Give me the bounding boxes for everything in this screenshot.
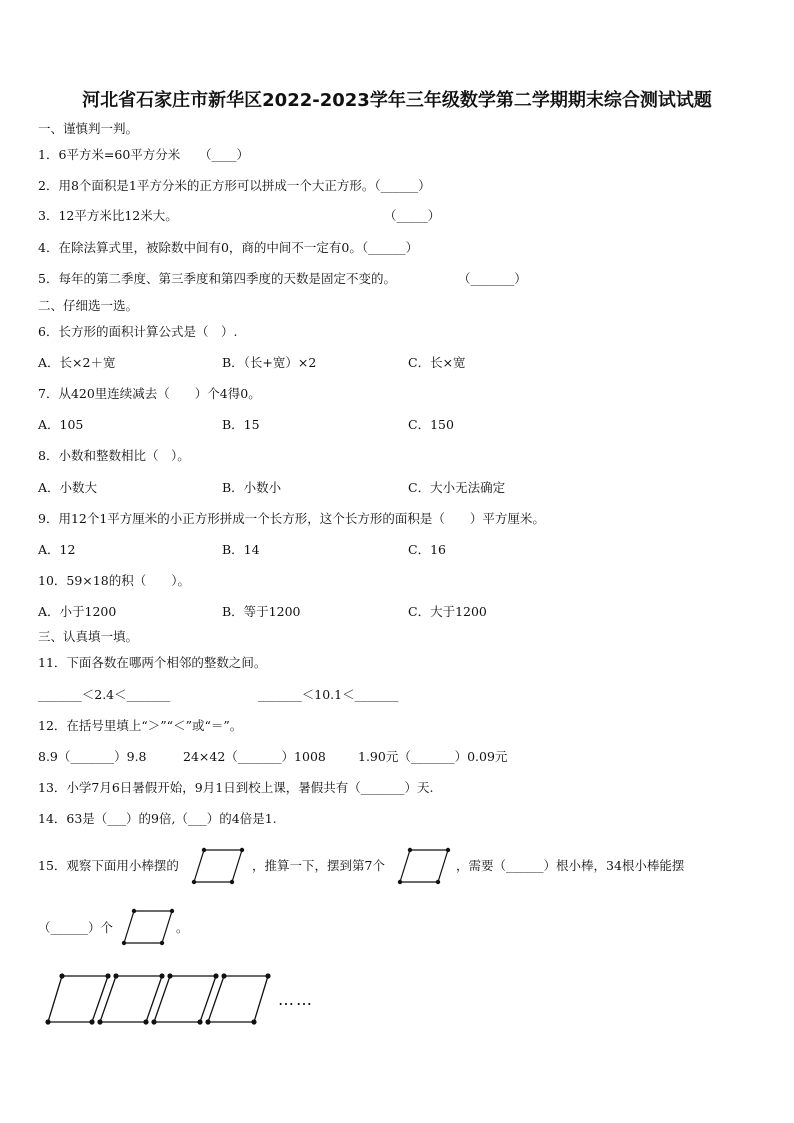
parallelogram-icon — [120, 907, 176, 947]
question-12: 12．在括号里填上“＞”“＜”或“＝”。 — [38, 718, 243, 733]
question-8-option-a: A．小数大 — [38, 480, 98, 495]
question-3: 3．12平方米比12米大。 — [38, 208, 178, 223]
question-7-option-c: C．150 — [408, 417, 454, 432]
question-5: 5．每年的第二季度、第三季度和第四季度的天数是固定不变的。 — [38, 271, 396, 286]
question-15-text-2: ，推算一下，摆到第7个 — [252, 858, 385, 873]
continuation-dots: …… — [278, 990, 314, 1009]
question-2: 2．用8个面积是1平方分米的正方形可以拼成一个大正方形。（______） — [38, 178, 431, 193]
page-title: 河北省石家庄市新华区2022-2023学年三年级数学第二学期期末综合测试试题 — [82, 90, 712, 111]
question-12-part-a: 8.9（_______）9.8 — [38, 749, 147, 764]
question-15-text-3: ，需要（______）根小棒，34根小棒能摆 — [456, 858, 685, 873]
question-15-text-1: 15．观察下面用小棒摆的 — [38, 858, 179, 873]
question-6: 6．长方形的面积计算公式是（ ）. — [38, 324, 238, 339]
question-10-option-c: C．大于1200 — [408, 604, 487, 619]
question-11: 11．下面各数在哪两个相邻的整数之间。 — [38, 655, 267, 670]
parallelogram-icon — [396, 846, 452, 886]
question-11-part-a: _______＜2.4＜_______ — [38, 687, 171, 702]
question-7-option-b: B．15 — [222, 417, 260, 432]
question-9-option-b: B．14 — [222, 542, 260, 557]
question-3-blank: （_____） — [384, 208, 441, 223]
question-14: 14．63是（___）的9倍,（___）的4倍是1. — [38, 811, 277, 826]
question-12-part-b: 24×42（_______）1008 — [183, 749, 326, 764]
question-15-text-5: 。 — [176, 920, 189, 935]
section-1-heading: 一、谨慎判一判。 — [38, 121, 139, 136]
question-6-option-b: B．（长+宽）×2 — [222, 355, 317, 370]
question-10-option-a: A．小于1200 — [38, 604, 117, 619]
question-9-option-c: C．16 — [408, 542, 446, 557]
question-7: 7．从420里连续减去（ ）个4得0。 — [38, 386, 261, 401]
question-6-option-c: C．长×宽 — [408, 355, 466, 370]
question-8-option-c: C．大小无法确定 — [408, 480, 506, 495]
question-10: 10．59×18的积（ ）。 — [38, 573, 190, 588]
question-9: 9．用12个1平方厘米的小正方形拼成一个长方形，这个长方形的面积是（ ）平方厘米。 — [38, 511, 545, 526]
parallelogram-icon — [190, 846, 246, 886]
question-11-part-b: _______＜10.1＜_______ — [258, 687, 399, 702]
question-8: 8．小数和整数相比（ ）。 — [38, 448, 190, 463]
question-7-option-a: A．105 — [38, 417, 84, 432]
question-4: 4．在除法算式里，被除数中间有0，商的中间不一定有0。（______） — [38, 240, 419, 255]
section-3-heading: 三、认真填一填。 — [38, 629, 139, 644]
question-13: 13．小学7月6日暑假开始，9月1日到校上课，暑假共有（_______）天. — [38, 780, 434, 795]
question-1: 1．6平方米=60平方分米 （____） — [38, 147, 250, 162]
question-12-part-c: 1.90元（_______）0.09元 — [358, 749, 508, 764]
question-10-option-b: B．等于1200 — [222, 604, 301, 619]
question-8-option-b: B．小数小 — [222, 480, 282, 495]
parallelogram-chain-figure — [40, 970, 280, 1032]
question-5-blank: （_______） — [458, 271, 527, 286]
question-6-option-a: A．长×2＋宽 — [38, 355, 116, 370]
question-9-option-a: A．12 — [38, 542, 76, 557]
section-2-heading: 二、仔细选一选。 — [38, 298, 139, 313]
question-15-text-4: （______）个 — [38, 920, 114, 935]
